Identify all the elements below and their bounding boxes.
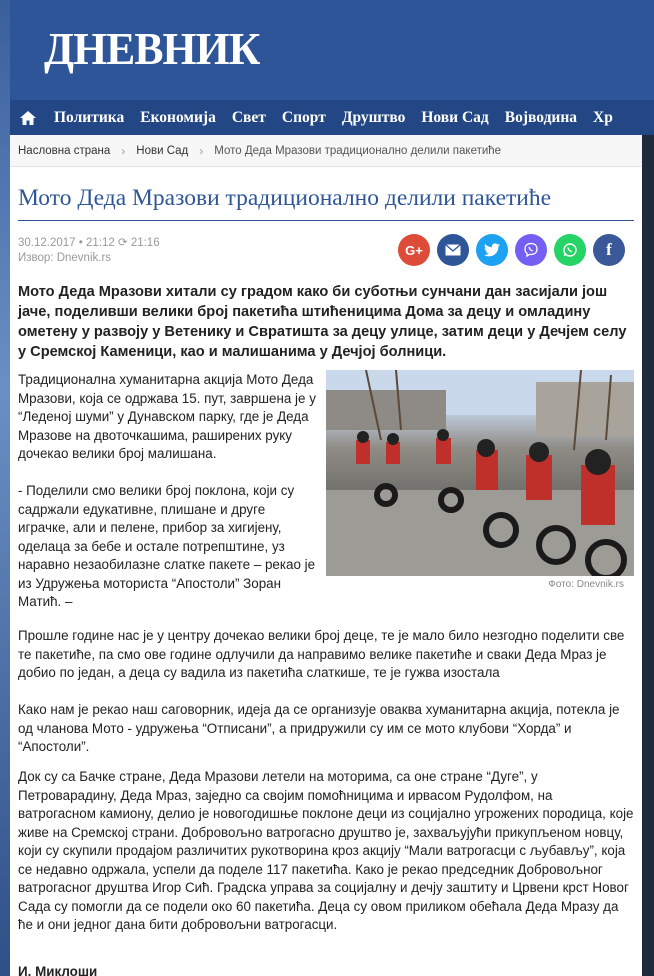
- article-container: [10, 135, 642, 976]
- breadcrumb-section[interactable]: Нови Сад: [136, 144, 189, 157]
- nav-item-hr[interactable]: Хр: [593, 108, 613, 126]
- nav-item-vojvodina[interactable]: Војводина: [504, 108, 578, 126]
- whatsapp-icon[interactable]: [554, 234, 586, 266]
- paragraph: Како нам је рекао наш саговорник, идеја да се организује оваква хуманитарна акција, потекла је од чланова Мото - удружења “Отписани”, а придружили су им се мото клубови “Хорда” и “Апостоли”.: [18, 702, 620, 754]
- article-title: Мото Деда Мразови традиционално делили пакетиће: [18, 185, 552, 211]
- page-background: [0, 0, 10, 976]
- breadcrumb: [10, 135, 642, 167]
- nav-item-novi-sad[interactable]: Нови Сад: [421, 108, 489, 126]
- paragraph: - Поделили смо велики број поклона, који су садржали едукативне, плишане и друге играчке, али и пелене, прибор за хигијену, оделаца за бебе и остале потрепштине, уз наравно незаобилазне слатке пакете – рекао је из Удружења моториста “Апостоли” Зоран Матић. –: [18, 483, 316, 609]
- nav-item-politika[interactable]: Политика: [54, 108, 125, 126]
- site-logo[interactable]: ДНЕВНИК: [44, 23, 260, 74]
- article-date: 30.12.2017 • 21:12: [18, 237, 115, 249]
- article-source: Извор: Dnevnik.rs: [18, 252, 112, 264]
- email-icon[interactable]: [437, 234, 469, 266]
- google-plus-icon[interactable]: G+: [398, 234, 430, 266]
- nav-item-ekonomija[interactable]: Економија: [140, 108, 216, 126]
- title-divider: [18, 220, 634, 221]
- site-header: [10, 0, 654, 100]
- main-nav: [10, 100, 654, 135]
- nav-item-svet[interactable]: Свет: [231, 108, 266, 126]
- breadcrumb-home[interactable]: Насловна страна: [18, 144, 111, 157]
- home-icon[interactable]: [10, 100, 46, 135]
- viber-icon[interactable]: [515, 234, 547, 266]
- article-photo-figure: [326, 370, 634, 590]
- chevron-right-icon: ›: [199, 143, 204, 158]
- article-updated: 21:16: [130, 237, 160, 249]
- photo-caption: Фото: Dnevnik.rs: [548, 579, 624, 590]
- nav-item-drustvo[interactable]: Друштво: [341, 108, 406, 126]
- article-body-column: [18, 371, 318, 612]
- nav-item-sport[interactable]: Спорт: [281, 108, 326, 126]
- twitter-icon[interactable]: [476, 234, 508, 266]
- paragraph: Прошле године нас је у центру дочекао велики број деце, те је мало било незгодно поделити све те пакетиће, па смо ове године одлучили да направимо велике пакетиће и сваки Деда Мраз је добио по један, а деца су вадила из пакетића слаткише, те је гужва изостала: [18, 628, 625, 680]
- chevron-right-icon: ›: [121, 143, 126, 158]
- article-author: И. Миклоши: [18, 964, 98, 976]
- breadcrumb-current: Мото Деда Мразови традиционално делили пакетиће: [214, 144, 502, 157]
- article-meta: [18, 236, 160, 266]
- updated-icon: ⟳: [117, 237, 128, 249]
- share-buttons: [398, 234, 625, 266]
- facebook-icon[interactable]: f: [593, 234, 625, 266]
- paragraph: Док су са Бачке стране, Деда Мразови летели на моторима, са оне стране “Дуге”, у Петроварадину, Деда Мраз, заједно са својим помоћницима и ирвасом Рудолфом, на ватрогасном камиону, делио је новогодишње поклоне деци из социјално угрожених породица, које живе на Сремској страни. Добровољно ватрогасно друштво је, захваљујући прикупљеном новцу, који су скупили продајом различитих рукотворина кроз акцију “Мали ватрогасци с љубављу”, која се недавно одржала, успели да поделе 117 пакетића. Како је рекао председник Добровољног ватрогасног друштва Игор Сић. Градска управа за социјалну и дечју заштиту и Црвени крст Новог Сада су помогли да се подели око 60 пакетића. Деца су овом приликом обећала Деда Мразу да ће и они једног дана бити добровољни ватрогасци.: [18, 769, 634, 932]
- article-lead: Мото Деда Мразови хитали су градом како би суботњи сунчани дан засијали још јаче, поделивши велики број пакетића штићеницима Дома за децу и омладину ометену у развоју у Ветенику и Свратишта за децу улице, затим деци у Дечјем селу у Сремској Каменици, као и малишанима у Дечјој болници.: [18, 284, 627, 360]
- paragraph: Традиционална хуманитарна акција Мото Деда Мразови, која се одржава 15. пут, завршена је у “Леденој шуми” у Дунавском парку, где је Деда Мразове на двоточкашима, раширених руку дочекао велики број малишана.: [18, 372, 316, 461]
- article-photo[interactable]: [326, 370, 634, 576]
- side-ad-strip: [642, 135, 654, 976]
